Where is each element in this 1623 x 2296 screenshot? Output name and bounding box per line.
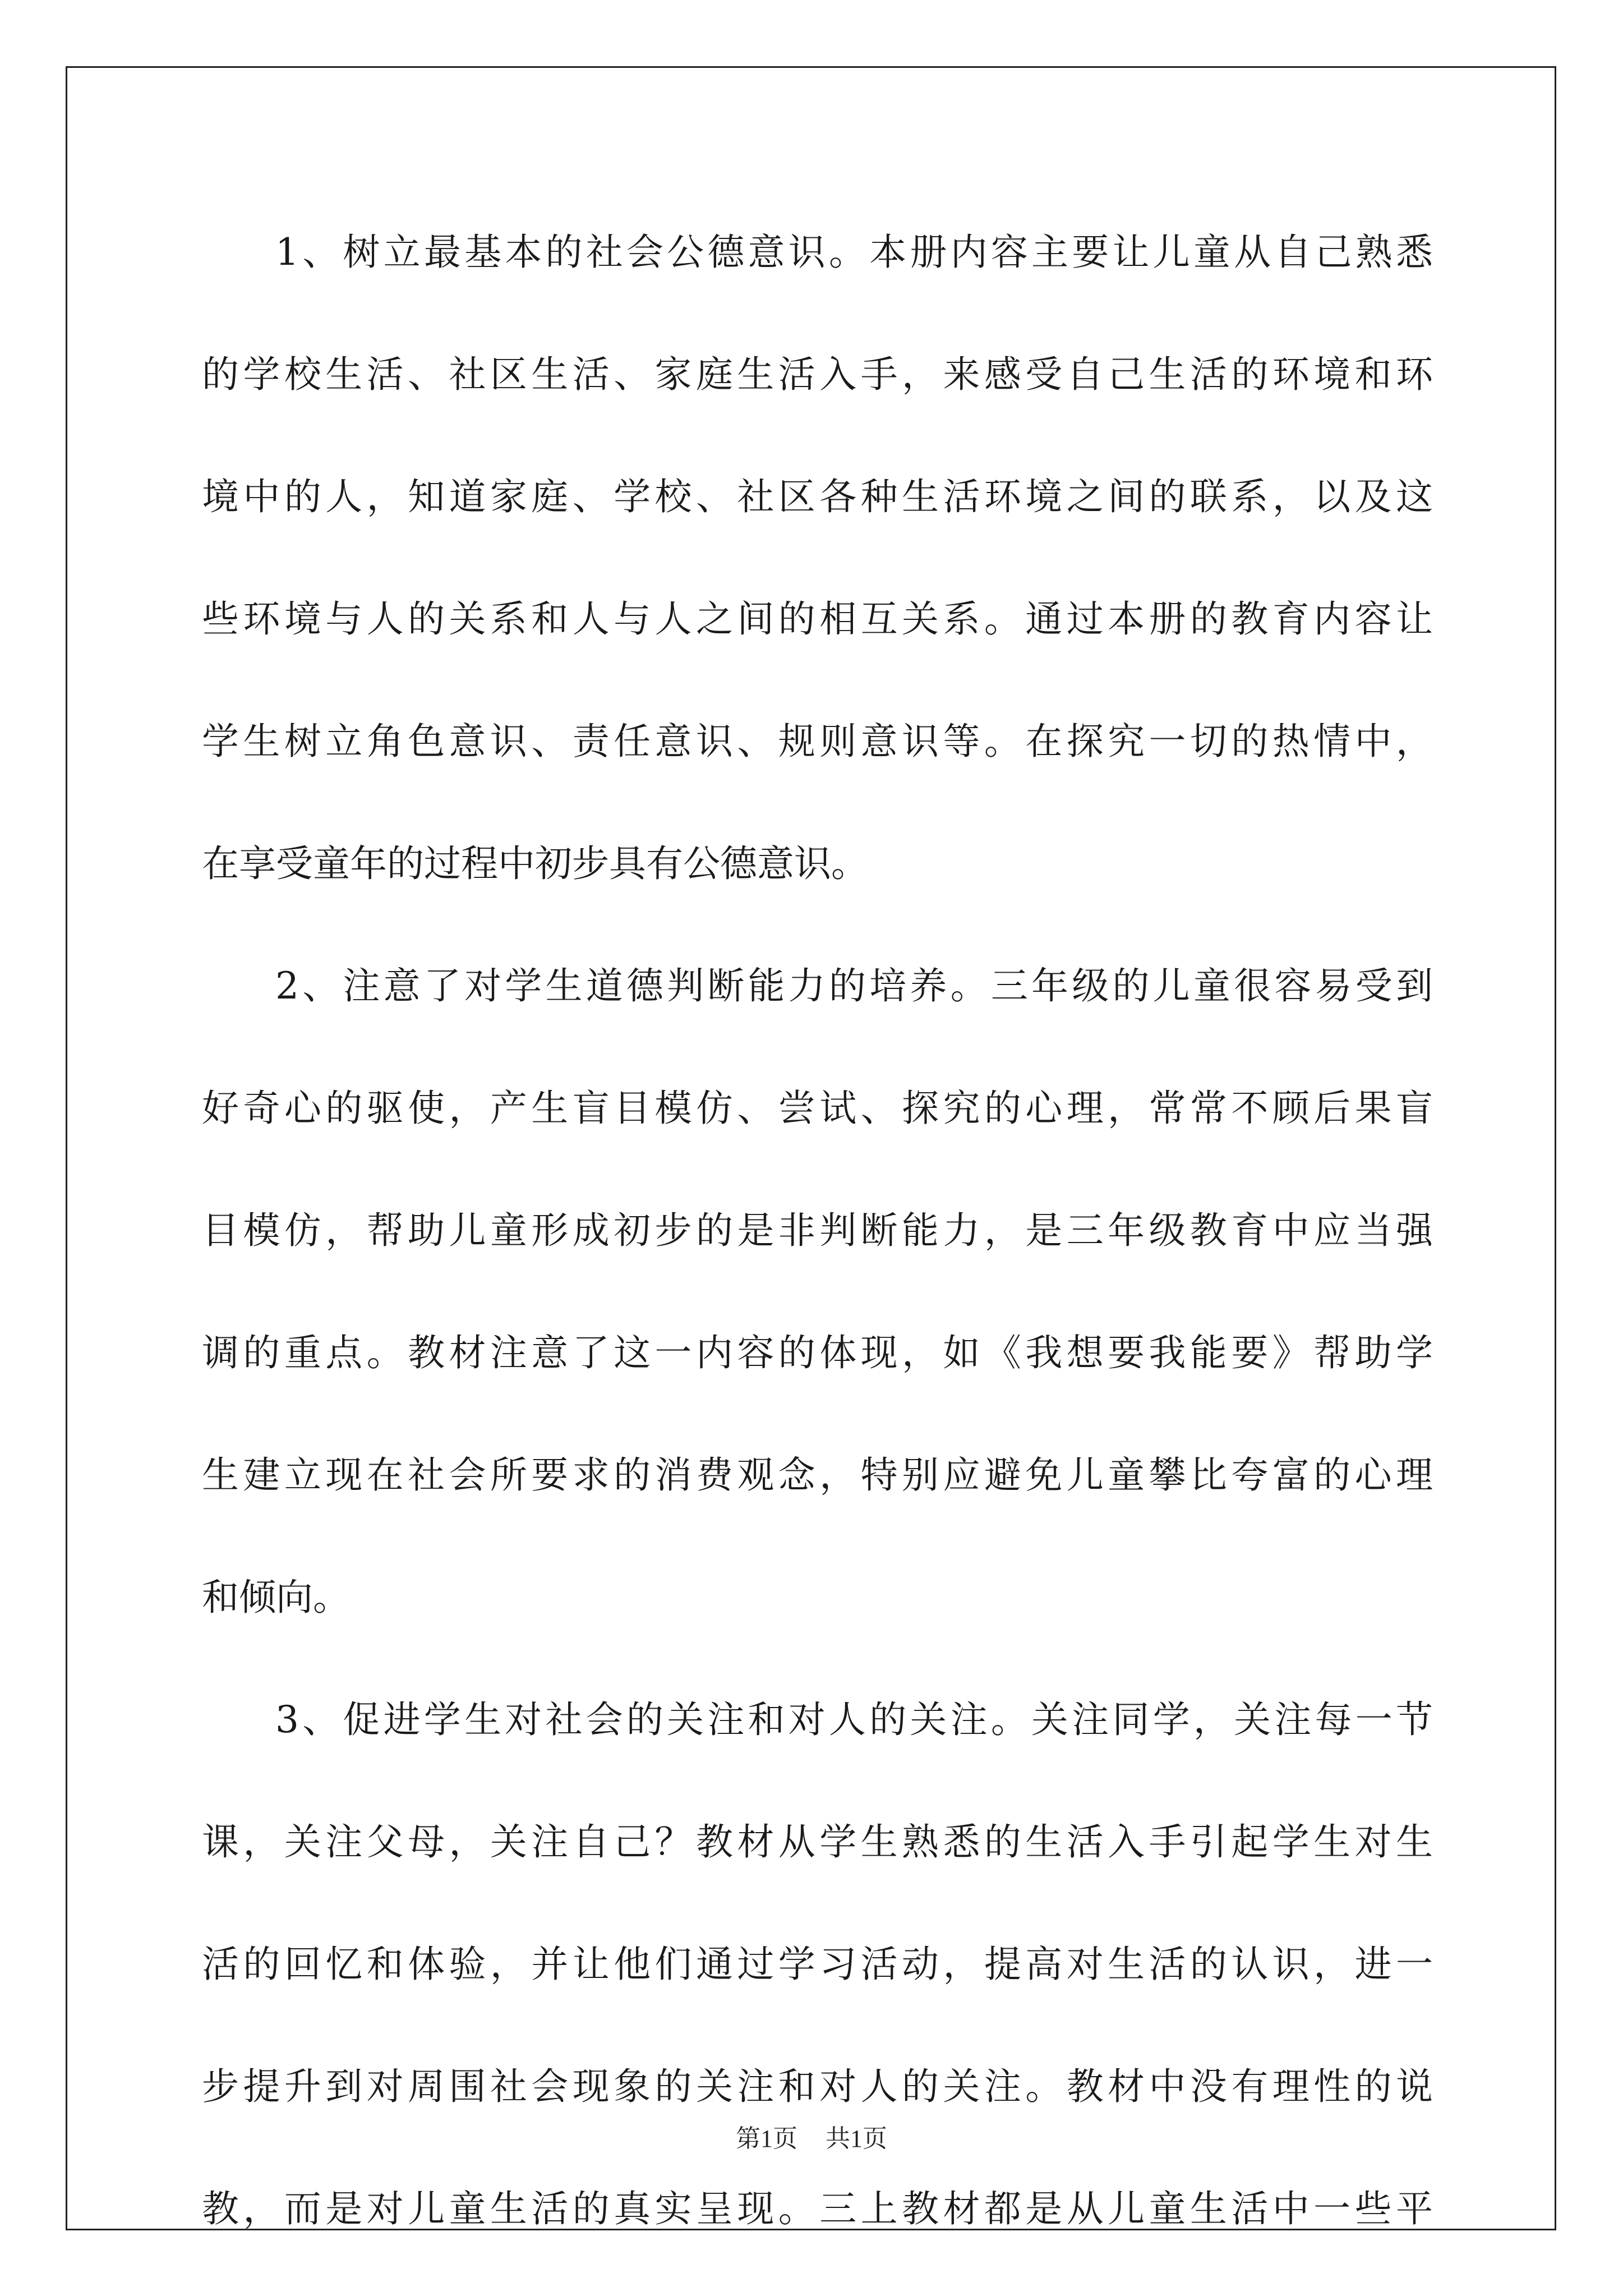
paragraph-3-line-5: 教，而是对儿童生活的真实呈现。三上教材都是从儿童生活中一些平 xyxy=(202,2187,1433,2230)
paragraph-1-line-1: 1、树立最基本的社会公德意识。本册内容主要让儿童从自己熟悉 xyxy=(275,231,1433,274)
page-footer xyxy=(0,2122,1623,2156)
paragraph-1-line-2: 的学校生活、社区生活、家庭生活入手，来感受自己生活的环境和环 xyxy=(202,353,1433,396)
paragraph-2-line-3: 目模仿，帮助儿童形成初步的是非判断能力，是三年级教育中应当强 xyxy=(202,1209,1433,1252)
paragraph-2-line-1: 2、注意了对学生道德判断能力的培养。三年级的儿童很容易受到 xyxy=(275,964,1433,1007)
paragraph-2-line-6: 和倾向。 xyxy=(202,1576,350,1619)
paragraph-2-line-4: 调的重点。教材注意了这一内容的体现，如《我想要我能要》帮助学 xyxy=(202,1331,1433,1374)
paragraph-1-line-6: 在享受童年的过程中初步具有公德意识。 xyxy=(202,842,868,885)
paragraph-3-line-1: 3、促进学生对社会的关注和对人的关注。关注同学，关注每一节 xyxy=(275,1698,1433,1741)
paragraph-1-line-3: 境中的人，知道家庭、学校、社区各种生活环境之间的联系，以及这 xyxy=(202,475,1433,518)
paragraph-2-line-2: 好奇心的驱使，产生盲目模仿、尝试、探究的心理，常常不顾后果盲 xyxy=(202,1087,1433,1130)
paragraph-3-line-2: 课，关注父母，关注自己？教材从学生熟悉的生活入手引起学生对生 xyxy=(202,1820,1433,1864)
paragraph-3-line-3: 活的回忆和体验，并让他们通过学习活动，提高对生活的认识，进一 xyxy=(202,1943,1433,1986)
paragraph-1-line-4: 些环境与人的关系和人与人之间的相互关系。通过本册的教育内容让 xyxy=(202,597,1433,641)
paragraph-3-line-4: 步提升到对周围社会现象的关注和对人的关注。教材中没有理性的说 xyxy=(202,2065,1433,2108)
page-total: 共1页 xyxy=(826,2125,887,2152)
paragraph-2-line-5: 生建立现在社会所要求的消费观念，特别应避免儿童攀比夸富的心理 xyxy=(202,1453,1433,1497)
paragraph-1-line-5: 学生树立角色意识、责任意识、规则意识等。在探究一切的热情中， xyxy=(202,720,1433,763)
page-number: 第1页 xyxy=(736,2125,797,2152)
